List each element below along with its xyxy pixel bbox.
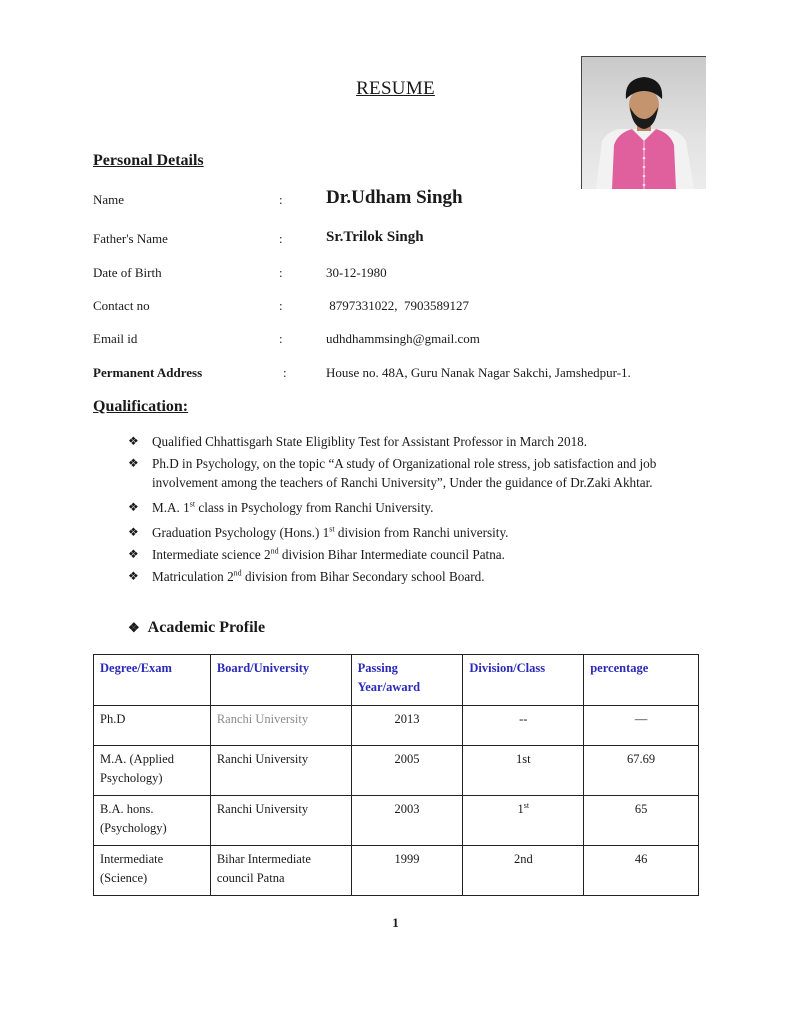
- date-of-birth: 30-12-1980: [326, 265, 387, 280]
- column-header-division: Division/Class: [463, 655, 584, 706]
- qualification-list: [128, 432, 688, 589]
- cell-year: 1999: [351, 846, 463, 896]
- email-address[interactable]: udhdhammsingh@gmail.com: [326, 331, 480, 346]
- detail-colon: :: [279, 265, 283, 280]
- qualification-item: ❖ M.A. 1st class in Psychology from Ranchi University.: [128, 499, 434, 515]
- detail-colon: :: [279, 298, 283, 313]
- cell-percentage: 65: [584, 796, 699, 846]
- cell-board: Ranchi University: [210, 746, 351, 796]
- academic-profile-heading: ❖ Academic Profile: [128, 619, 266, 636]
- diamond-bullet-icon: ❖: [128, 434, 139, 448]
- table-row: [94, 796, 699, 846]
- diamond-bullet-icon: ❖: [128, 620, 140, 635]
- cell-division: 2nd: [463, 846, 584, 896]
- diamond-bullet-icon: ❖: [128, 547, 139, 561]
- cell-percentage: 46: [584, 846, 699, 896]
- cell-board: Ranchi University: [210, 706, 351, 746]
- qualification-item: ❖ Qualified Chhattisgarh State Eligiblity Test for Assistant Professor in March 2018.: [128, 434, 588, 449]
- cell-division: 1st: [463, 796, 584, 846]
- detail-colon: :: [279, 192, 283, 207]
- cell-board: Bihar Intermediate council Patna: [210, 846, 351, 896]
- cell-percentage: 67.69: [584, 746, 699, 796]
- cell-percentage: —: [584, 706, 699, 746]
- father-name: Sr.Trilok Singh: [326, 229, 424, 245]
- detail-colon: :: [283, 365, 287, 380]
- diamond-bullet-icon: ❖: [128, 525, 139, 539]
- qualification-item: ❖ Graduation Psychology (Hons.) 1st division from Ranchi university.: [128, 524, 509, 540]
- cell-degree: B.A. hons.(Psychology): [94, 796, 211, 846]
- cell-board: Ranchi University: [210, 796, 351, 846]
- cell-division: --: [463, 706, 584, 746]
- person-portrait-icon: [582, 57, 706, 189]
- detail-colon: :: [279, 231, 283, 246]
- detail-label: Contact no: [93, 298, 150, 313]
- cell-year: 2013: [351, 706, 463, 746]
- qualification-item: ❖ Matriculation 2nd division from Bihar Secondary school Board.: [128, 568, 485, 584]
- diamond-bullet-icon: ❖: [128, 456, 139, 470]
- table-row: [94, 846, 699, 896]
- cell-year: 2003: [351, 796, 463, 846]
- page-number: 1: [392, 915, 399, 930]
- permanent-address: House no. 48A, Guru Nanak Nagar Sakchi, Jamshedpur-1.: [326, 365, 631, 380]
- column-header-percentage: percentage: [584, 655, 699, 706]
- detail-label: Name: [93, 192, 125, 207]
- column-header-board: Board/University: [210, 655, 351, 706]
- cell-degree: Intermediate (Science): [94, 846, 211, 896]
- cell-year: 2005: [351, 746, 463, 796]
- contact-numbers: 8797331022, 7903589127: [326, 298, 469, 313]
- diamond-bullet-icon: ❖: [128, 569, 139, 583]
- cell-division: 1st: [463, 746, 584, 796]
- qualification-item: ❖ Intermediate science 2nd division Bihar Intermediate council Patna.: [128, 546, 505, 562]
- personal-details-heading: Personal Details: [93, 152, 204, 169]
- qualification-heading: Qualification:: [93, 398, 189, 415]
- resume-title: RESUME: [356, 78, 435, 99]
- detail-label: Date of Birth: [93, 265, 162, 280]
- detail-colon: :: [279, 331, 283, 346]
- column-header-passing-year: Passing Year/award: [351, 655, 463, 706]
- academic-profile-table: [93, 654, 699, 896]
- table-row: [94, 706, 699, 746]
- diamond-bullet-icon: ❖: [128, 500, 139, 514]
- column-header-degree: Degree/Exam: [94, 655, 211, 706]
- cell-degree: M.A. (Applied Psychology): [94, 746, 211, 796]
- detail-label: Permanent Address: [93, 365, 203, 380]
- table-row: [94, 746, 699, 796]
- detail-label: Father's Name: [93, 231, 168, 246]
- detail-label: Email id: [93, 331, 138, 346]
- table-header-row: [94, 655, 699, 706]
- profile-photo: [581, 56, 706, 189]
- qualification-item: ❖ Ph.D in Psychology, on the topic “A study of Organizational role stress, job satisfaction and job involvement among the teachers of Ranchi University”, Under the guidance of Dr.Zaki Akhtar.: [128, 456, 657, 490]
- full-name: Dr.Udham Singh: [326, 187, 463, 208]
- cell-degree: Ph.D: [94, 706, 211, 746]
